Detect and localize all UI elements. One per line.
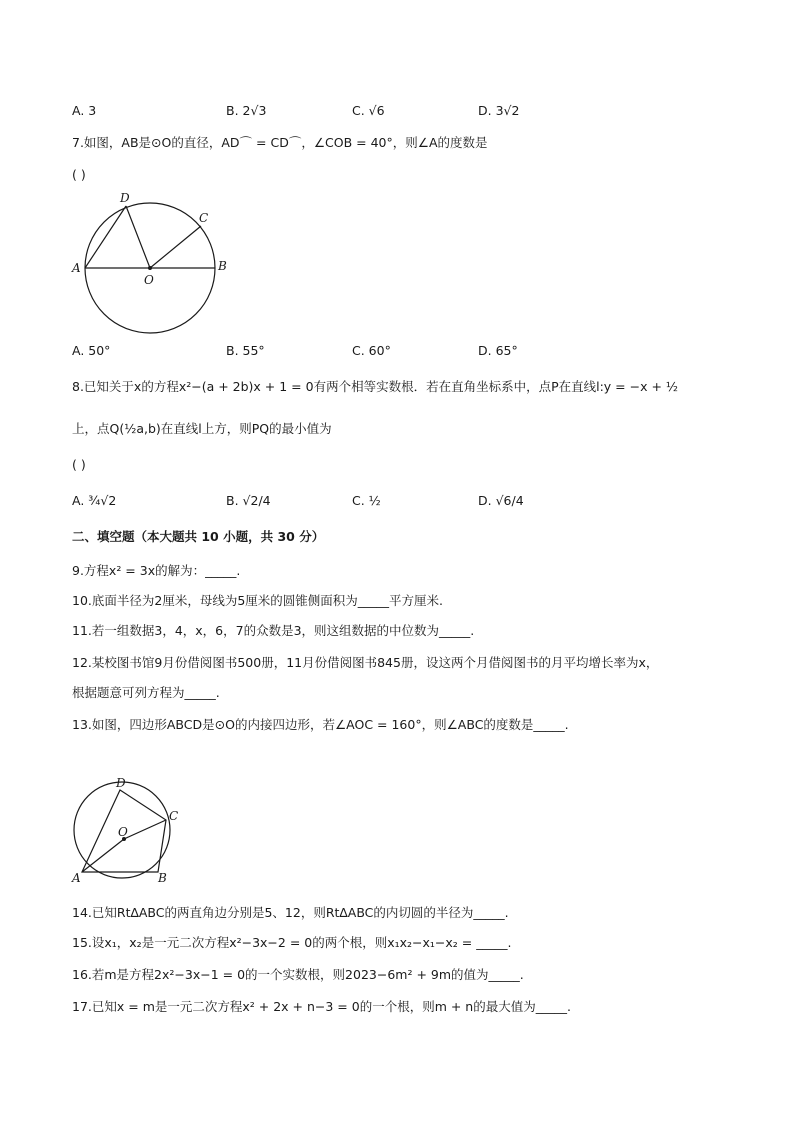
q7-circle-diagram [70,186,240,342]
q7-chord-ad [85,206,126,268]
q7-radius-oc [150,226,201,268]
q13-label-c: C [169,809,179,823]
q7-option-d: D. 65° [478,343,518,358]
q13-label-o: O [118,825,128,839]
q7-option-a: A. 50° [72,343,111,358]
q12-stem-line1: 12.某校图书馆9月份借阅图书500册，11月份借阅图书845册，设这两个月借阅图书的月平均增长率为x， [72,655,659,670]
q6-option-d: D. 3√2 [478,103,520,118]
q7-answer-paren: ( ) [72,167,86,182]
q8-option-d: D. √6/4 [478,493,524,508]
q13-radius-oc [124,820,166,839]
q7-label-d: D [120,191,130,205]
q14-stem: 14.已知Rt∆ABC的两直角边分别是5、12，则Rt∆ABC的内切圆的半径为_____. [72,905,509,920]
q7-stem: 7.如图，AB是⊙O的直径，AD⌒ = CD⌒，∠COB = 40°，则∠A的度数是 [72,135,488,150]
q13-label-b: B [158,871,167,885]
section-2-heading: 二、填空题（本大题共 10 小题，共 30 分） [72,529,325,544]
q7-radius-od [126,206,150,268]
q6-option-c: C. √6 [352,103,385,118]
q13-label-d: D [116,776,126,790]
q8-stem-line2: 上，点Q(½a,b)在直线l上方，则PQ的最小值为 [72,421,332,436]
q8-stem-line1: 8.已知关于x的方程x²−(a + 2b)x + 1 = 0有两个相等实数根．若在直角坐标系中，点P在直线l:y = −x + ½ [72,379,679,394]
q7-option-b: B. 55° [226,343,265,358]
q7-label-c: C [199,211,209,225]
q9-stem: 9.方程x² = 3x的解为：_____. [72,563,241,578]
q17-stem: 17.已知x = m是一元二次方程x² + 2x + n−3 = 0的一个根，则m + n的最大值为_____. [72,999,571,1014]
q16-stem: 16.若m是方程2x²−3x−1 = 0的一个实数根，则2023−6m² + 9m的值为_____. [72,967,524,982]
q13-stem: 13.如图，四边形ABCD是⊙O的内接四边形，若∠AOC = 160°，则∠ABC的度数是_____. [72,717,569,732]
q15-stem: 15.设x₁，x₂是一元二次方程x²−3x−2 = 0的两个根，则x₁x₂−x₁−x₂ = _____. [72,935,512,950]
q10-stem: 10.底面半径为2厘米，母线为5厘米的圆锥侧面积为_____平方厘米. [72,593,444,608]
q13-circle-diagram [62,772,192,888]
q6-option-b: B. 2√3 [226,103,267,118]
q12-stem-line2: 根据题意可列方程为_____. [72,685,220,700]
q7-option-c: C. 60° [352,343,391,358]
q13-label-a: A [72,871,81,885]
q7-center-point [148,266,152,270]
q8-option-b: B. √2/4 [226,493,271,508]
q7-label-b: B [218,259,227,273]
q6-option-a: A. 3 [72,103,97,118]
q7-label-o: O [144,273,154,287]
q13-radius-oa [82,839,124,872]
q7-label-a: A [72,261,81,275]
q8-option-c: C. ½ [352,493,381,508]
q8-option-a: A. ¾√2 [72,493,117,508]
q8-answer-paren: ( ) [72,457,86,472]
q11-stem: 11.若一组数据3，4，x，6，7的众数是3，则这组数据的中位数为_____. [72,623,475,638]
